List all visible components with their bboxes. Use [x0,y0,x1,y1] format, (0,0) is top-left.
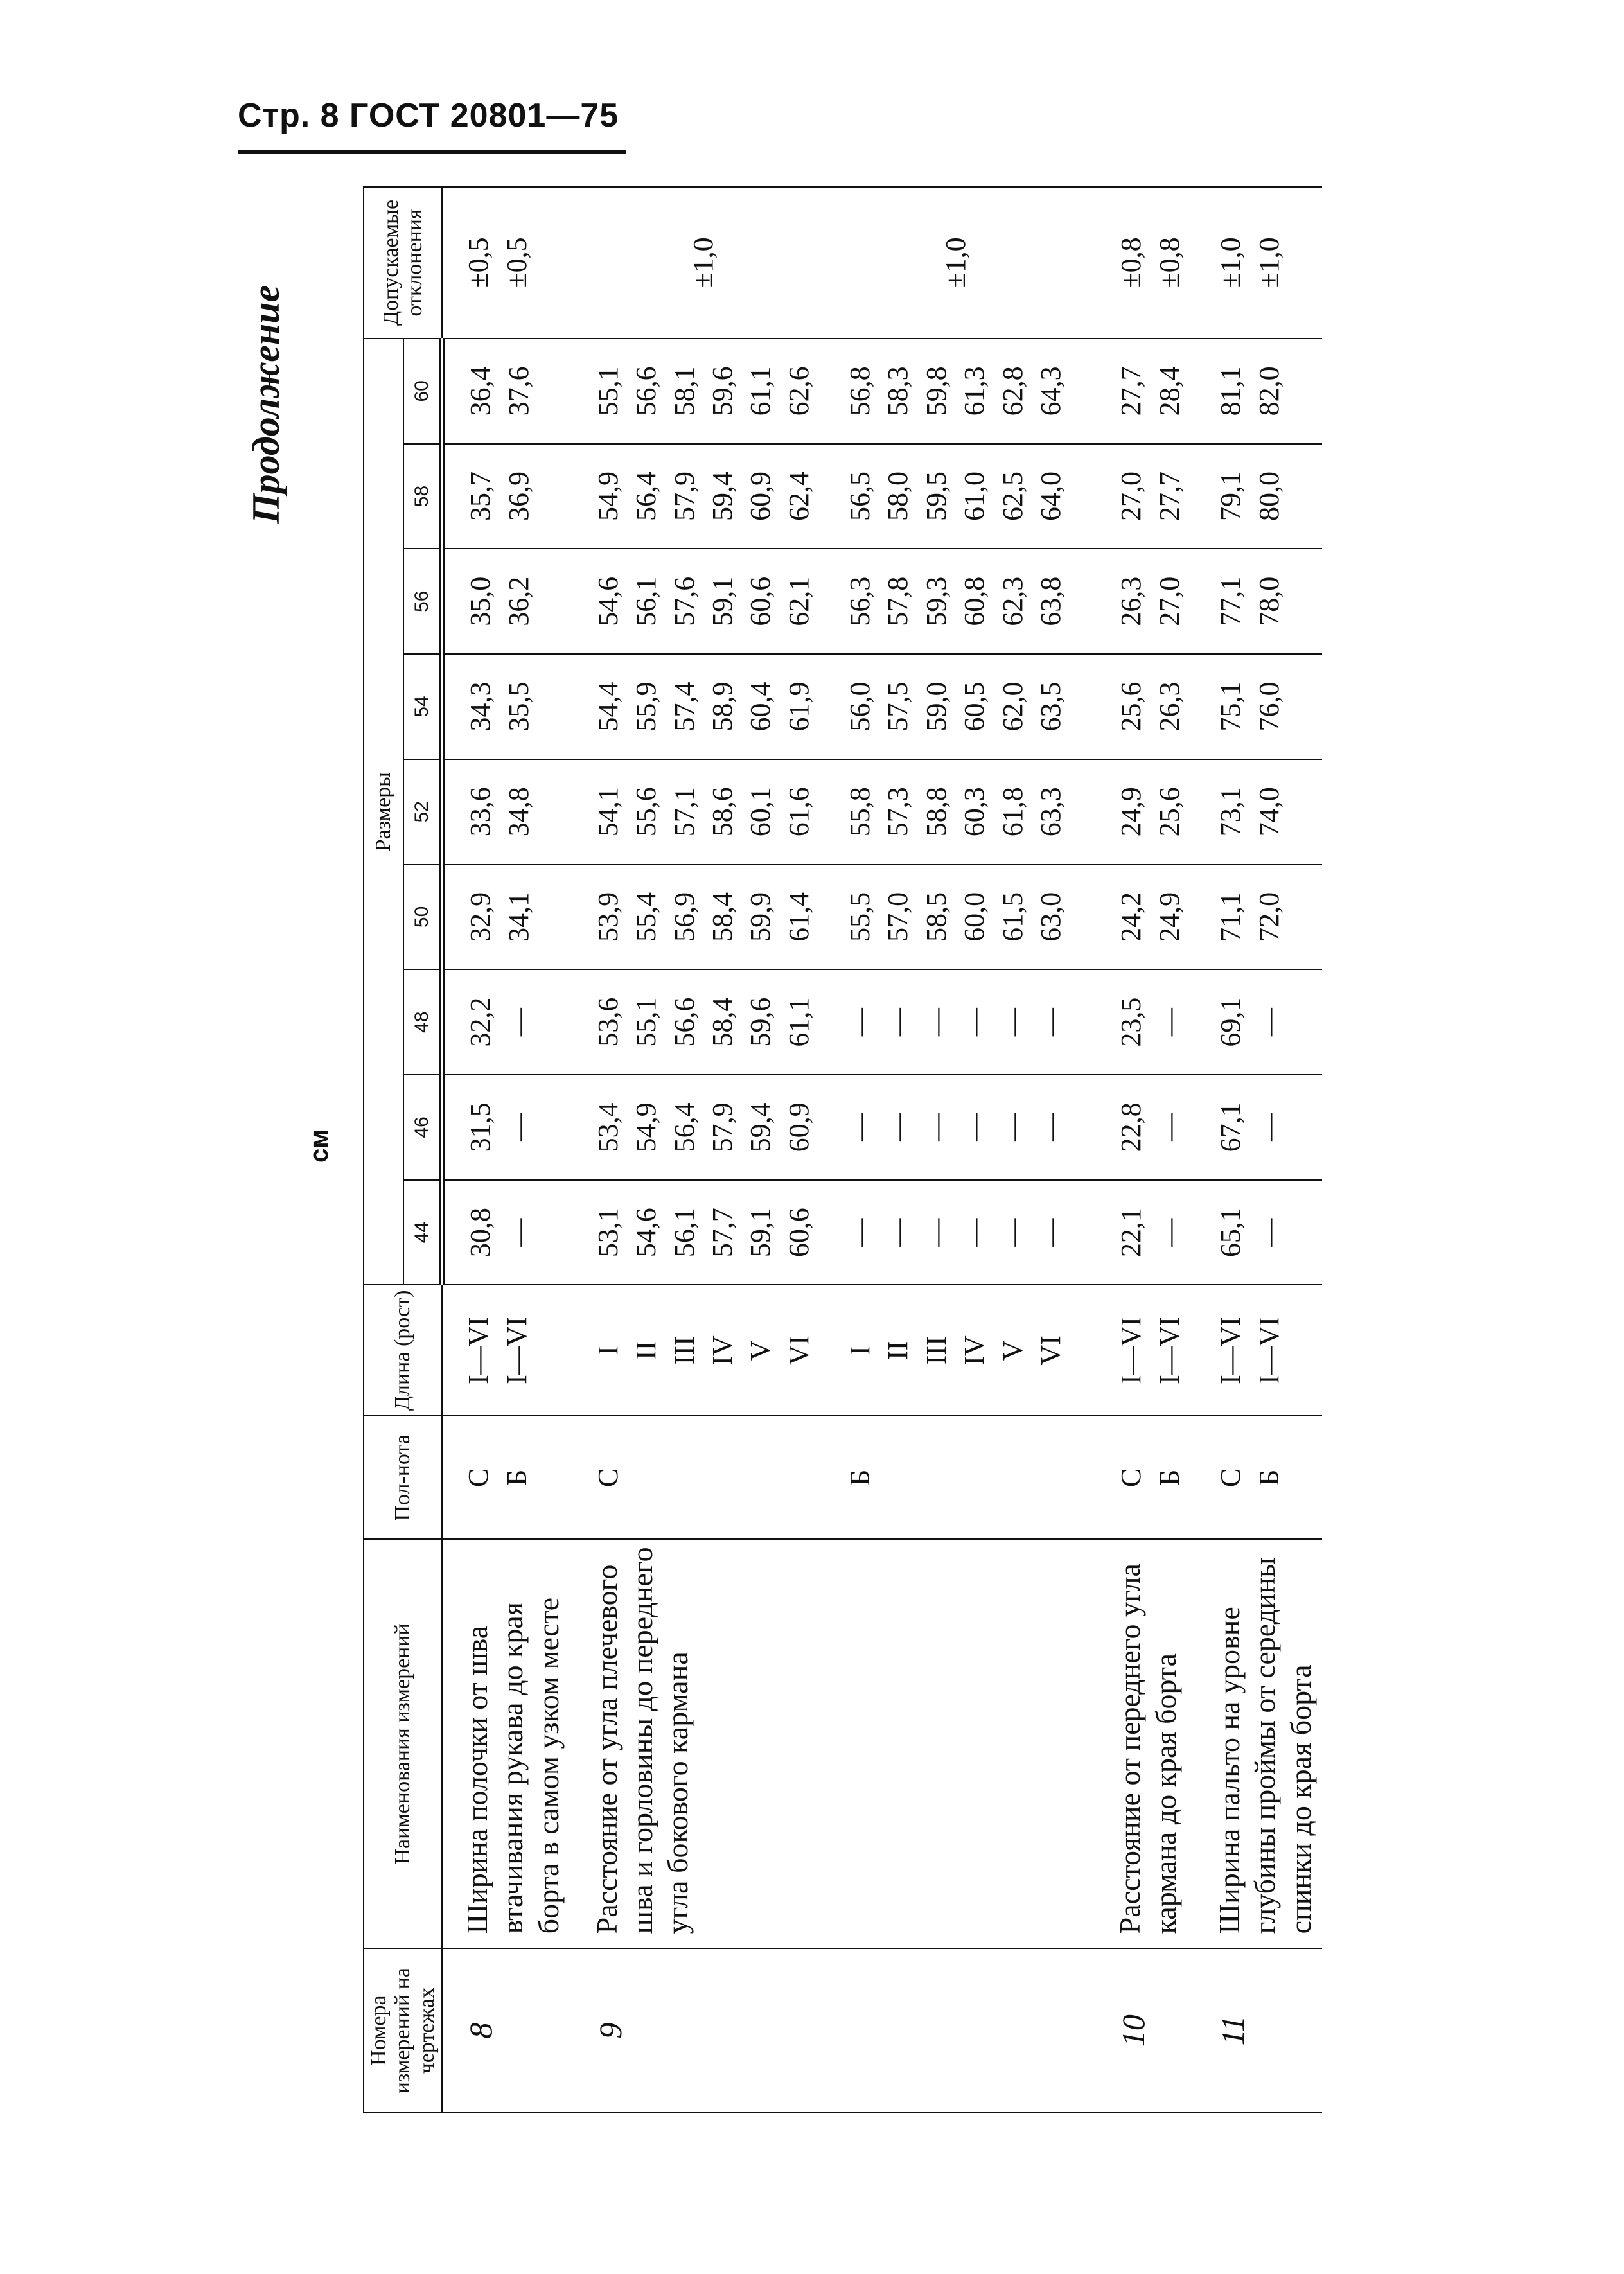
cell-value: 53,9 55,4 56,9 58,4 59,9 61,4 [570,865,822,970]
cell-value: 55,5 57,0 58,5 60,0 61,5 63,0 [822,865,1073,970]
row-fullness: С Б [1192,1416,1322,1539]
size-header: 46 [403,1075,442,1180]
cell-value: 22,1 — [1073,1180,1192,1285]
row-tolerance: ±0,5 ±0,5 [442,187,570,339]
cell-value: 53,4 54,9 56,4 57,9 59,4 60,9 [570,1075,822,1180]
cell-value: 56,0 57,5 59,0 60,5 62,0 63,5 [822,654,1073,759]
row-tolerance: ±1,0 ±1,0 [1192,187,1322,339]
cell-value: 24,9 25,6 [1073,759,1192,865]
row-fullness: С [570,1416,822,1539]
cell-value: 71,1 72,0 [1192,865,1322,970]
cell-value: 67,1 — [1192,1075,1322,1180]
table-row [442,187,570,2113]
table-row [1192,187,1322,2113]
size-header: 60 [403,339,442,444]
row-length: I—VI I—VI [1192,1285,1322,1416]
cell-value: — — — — — — [822,969,1073,1075]
size-header: 56 [403,549,442,654]
row-number: 8 [442,1948,570,2113]
cell-value: 32,2 — [442,969,570,1075]
cell-value: 35,7 36,9 [442,444,570,549]
cell-value: 54,4 55,9 57,4 58,9 60,4 61,9 [570,654,822,759]
header-number: Номера измерений на чертежах [364,1948,442,2113]
size-header: 50 [403,865,442,970]
cell-value: 30,8 — [442,1180,570,1285]
header-name: Наименования измерений [364,1539,442,1948]
row-number: 10 [1073,1948,1192,2113]
row-tolerance: ±1,0 [822,187,1073,339]
cell-value: 33,6 34,8 [442,759,570,865]
rotated-table-block [245,186,1624,2113]
continuation-caption: Продолжение [245,285,287,524]
row-fullness: Б [822,1416,1073,1539]
cell-value: 24,2 24,9 [1073,865,1192,970]
row-tolerance: ±0,8 ±0,8 [1073,187,1192,339]
cell-value: 65,1 — [1192,1180,1322,1285]
cell-value: 77,1 78,0 [1192,549,1322,654]
size-header: 48 [403,969,442,1075]
header-length: Длина (рост) [364,1285,442,1416]
size-header: 58 [403,444,442,549]
row-number: 9 [570,1948,822,2113]
cell-value: 55,1 56,6 58,1 59,6 61,1 62,6 [570,339,822,444]
row-name: Ширина пальто на уровне глубины проймы от середины спинки до края борта [1192,1539,1322,1948]
cell-value: 69,1 — [1192,969,1322,1075]
cell-value: 23,5 — [1073,969,1192,1075]
cell-value: 54,1 55,6 57,1 58,6 60,1 61,6 [570,759,822,865]
cell-value: 55,8 57,3 58,8 60,3 61,8 63,3 [822,759,1073,865]
cell-value: 36,4 37,6 [442,339,570,444]
cell-value: 34,3 35,5 [442,654,570,759]
cell-value: 56,3 57,8 59,3 60,8 62,3 63,8 [822,549,1073,654]
row-number: 11 [1192,1948,1322,2113]
row-name: Расстояние от угла плечевого шва и горловины до переднего угла бокового кармана [570,1539,822,1948]
row-name [822,1539,1073,1948]
size-header: 54 [403,654,442,759]
cell-value: 75,1 76,0 [1192,654,1322,759]
cell-value: 27,0 27,7 [1073,444,1192,549]
row-number [822,1948,1073,2113]
cell-value: 31,5 — [442,1075,570,1180]
cell-value: 54,9 56,4 57,9 59,4 60,9 62,4 [570,444,822,549]
measurements-table [363,186,1322,2113]
header-row-top [364,187,403,2113]
row-length: I—VI I—VI [1073,1285,1192,1416]
size-header: 52 [403,759,442,865]
cell-value: 79,1 80,0 [1192,444,1322,549]
cell-value: 53,1 54,6 56,1 57,7 59,1 60,6 [570,1180,822,1285]
cell-value: 73,1 74,0 [1192,759,1322,865]
table-row [1073,187,1192,2113]
header-rule [238,150,626,154]
cell-value: 54,6 56,1 57,6 59,1 60,6 62,1 [570,549,822,654]
cell-value: 81,1 82,0 [1192,339,1322,444]
cell-value: 22,8 — [1073,1075,1192,1180]
header-sizes: Размеры [364,339,403,1285]
row-tolerance: ±1,0 [570,187,822,339]
cell-value: 25,6 26,3 [1073,654,1192,759]
cell-value: 27,7 28,4 [1073,339,1192,444]
page-header: Стр. 8 ГОСТ 20801—75 [238,97,619,134]
cell-value: 35,0 36,2 [442,549,570,654]
header-tolerance: Допускаемые отклонения [364,187,442,339]
size-header: 44 [403,1180,442,1285]
row-length: I II III IV V VI [822,1285,1073,1416]
cell-value: 56,5 58,0 59,5 61,0 62,5 64,0 [822,444,1073,549]
cell-value: 56,8 58,3 59,8 61,3 62,8 64,3 [822,339,1073,444]
table-row [570,187,822,2113]
row-length: I II III IV V VI [570,1285,822,1416]
cell-value: 32,9 34,1 [442,865,570,970]
table-row [822,187,1073,2113]
cell-value: 53,6 55,1 56,6 58,4 59,6 61,1 [570,969,822,1075]
header-fullness: Пол-нота [364,1416,442,1539]
unit-caption: см [305,1129,333,1163]
cell-value: — — — — — — [822,1180,1073,1285]
row-name: Ширина полочки от шва втачивания рукава до края борта в самом узком месте [442,1539,570,1948]
row-fullness: С Б [1073,1416,1192,1539]
row-name: Расстояние от переднего угла кармана до края борта [1073,1539,1192,1948]
row-length: I—VI I—VI [442,1285,570,1416]
row-fullness: С Б [442,1416,570,1539]
cell-value: — — — — — — [822,1075,1073,1180]
cell-value: 26,3 27,0 [1073,549,1192,654]
